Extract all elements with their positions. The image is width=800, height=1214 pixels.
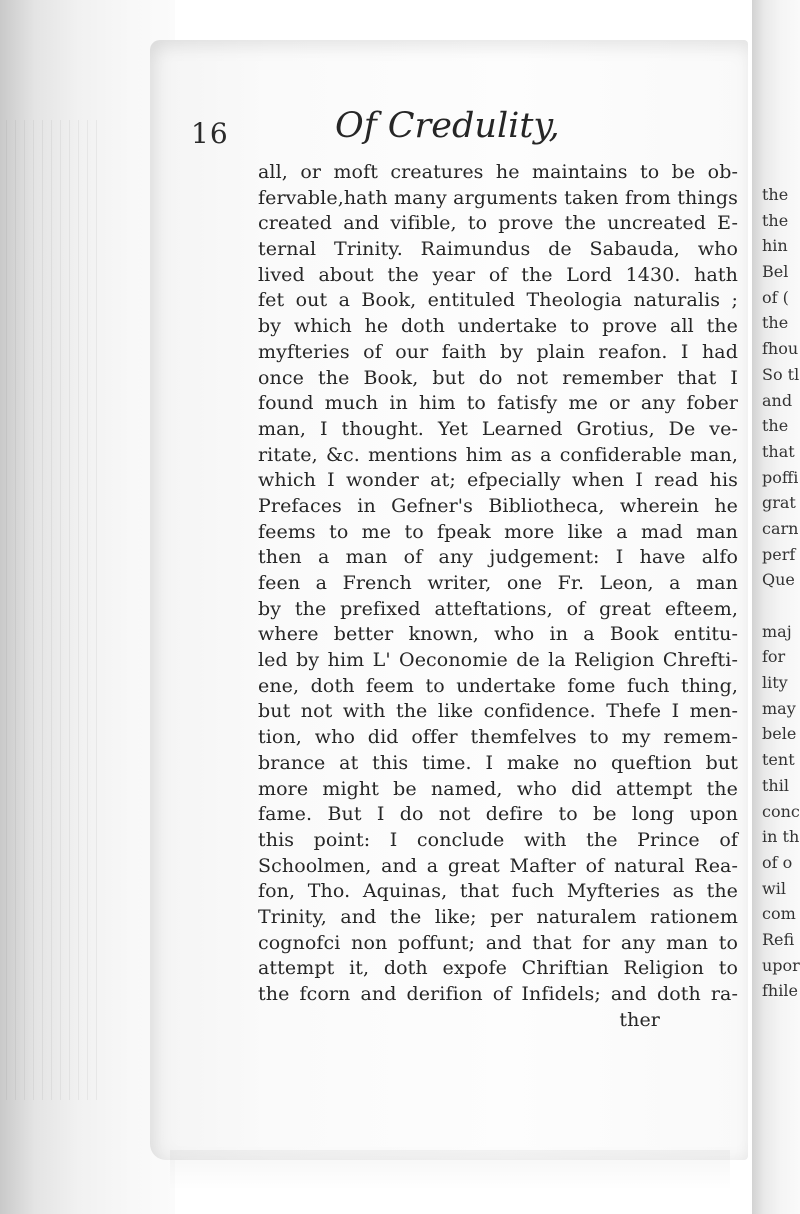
text-line: feems to me to fpeak more like a mad man: [258, 520, 738, 543]
adjacent-page-text: [762, 182, 800, 1004]
text-line: ritate, &c. mentions him as a confiderable man,: [258, 443, 738, 466]
text-line: lived about the year of the Lord 1430. hath: [258, 263, 738, 286]
adjacent-fragment: [762, 593, 800, 619]
adjacent-fragment: for: [762, 647, 786, 667]
text-line: once the Book, but do not remember that I: [258, 366, 738, 389]
text-line: found much in him to fatisfy me or any fober: [258, 392, 738, 415]
page-body-text: [258, 160, 738, 1033]
adjacent-fragment: and: [762, 390, 793, 410]
adjacent-fragment: the: [762, 185, 789, 204]
text-line: myfteries of our faith by plain reafon. I had: [258, 340, 738, 363]
adjacent-fragment: of o: [762, 852, 793, 872]
text-line: fet out a Book, entituled Theologia naturalis ;: [258, 289, 738, 312]
adjacent-fragment: fhou: [762, 339, 799, 359]
text-line: fon, Tho. Aquinas, that fuch Myfteries as the: [258, 880, 738, 903]
adjacent-page-strip: [752, 0, 800, 1214]
text-line: led by him L' Oeconomie de la Religion Chrefti-: [258, 649, 738, 672]
text-line: all, or moft creatures he maintains to be ob-: [258, 161, 738, 183]
text-line: cognofci non poffunt; and that for any man to: [258, 931, 738, 954]
text-line: Schoolmen, and a great Mafter of natural Rea-: [258, 854, 738, 877]
text-line: which I wonder at; efpecially when I read his: [258, 469, 738, 492]
adjacent-fragment: may: [762, 698, 796, 718]
adjacent-fragment: the: [762, 416, 789, 436]
text-line: feen a French writer, one Fr. Leon, a man: [258, 572, 738, 594]
adjacent-fragment: So tl: [762, 364, 800, 384]
text-line: where better known, who in a Book entitu-: [258, 623, 738, 646]
adjacent-fragment: Que: [762, 570, 795, 590]
text-line: but not with the like confidence. Thefe I men-: [258, 700, 738, 723]
text-line: this point: I conclude with the Prince of: [258, 828, 738, 851]
text-line: by which he doth undertake to prove all the: [258, 315, 738, 338]
page-bottom-shadow: [170, 1150, 730, 1190]
text-line: brance at this time. I make no queftion but: [258, 751, 738, 774]
text-line: man, I thought. Yet Learned Grotius, De ve-: [258, 417, 738, 440]
text-line: ene, doth feem to undertake fome fuch thing,: [258, 674, 738, 697]
binding-gutter: [0, 0, 175, 1214]
adjacent-fragment: in th: [762, 827, 800, 847]
adjacent-fragment: grat: [762, 493, 796, 513]
adjacent-fragment: Bel: [762, 262, 789, 282]
adjacent-fragment: upor: [762, 955, 800, 975]
text-line: the fcorn and derifion of Infidels; and doth ra-: [258, 983, 738, 1005]
text-line: created and vifible, to prove the uncreated E-: [258, 212, 738, 235]
text-line: then a man of any judgement: I have alfo: [258, 546, 738, 569]
adjacent-fragment: lity: [762, 673, 788, 693]
text-line: attempt it, doth expofe Chriftian Religion to: [258, 957, 738, 980]
text-line: more might be named, who did attempt the: [258, 777, 738, 800]
adjacent-fragment: hin: [762, 236, 788, 256]
adjacent-fragment: com: [762, 904, 796, 924]
text-line: fame. But I do not defire to be long upon: [258, 803, 738, 826]
adjacent-fragment: wil: [762, 878, 786, 898]
adjacent-fragment: poffi: [762, 467, 799, 487]
running-head: Of Credulity,: [335, 106, 560, 146]
catchword: ther: [619, 1008, 660, 1031]
text-line: by the prefixed atteftations, of great efteem,: [258, 597, 738, 620]
page-number: 16: [191, 117, 229, 150]
text-line: tion, who did offer themfelves to my remem-: [258, 726, 738, 749]
adjacent-fragment: of (: [762, 287, 789, 307]
adjacent-fragment: carn: [762, 518, 799, 538]
text-line: ternal Trinity. Raimundus de Sabauda, who: [258, 238, 738, 261]
adjacent-fragment: fhile: [762, 981, 798, 1001]
adjacent-fragment: tent: [762, 750, 795, 770]
adjacent-fragment: the: [762, 210, 789, 230]
adjacent-fragment: perf: [762, 544, 796, 564]
gutter-page-edges: [6, 120, 101, 1100]
adjacent-fragment: maj: [762, 621, 792, 641]
adjacent-fragment: that: [762, 441, 795, 461]
text-line: fervable,hath many arguments taken from things: [258, 186, 738, 209]
adjacent-fragment: conc: [762, 801, 800, 821]
text-line: Trinity, and the like; per naturalem rationem: [258, 905, 738, 928]
adjacent-fragment: thil: [762, 775, 789, 795]
text-line: Prefaces in Gefner's Bibliotheca, wherein he: [258, 494, 738, 517]
adjacent-fragment: Refi: [762, 929, 795, 949]
adjacent-fragment: the: [762, 313, 789, 333]
adjacent-fragment: bele: [762, 724, 797, 744]
